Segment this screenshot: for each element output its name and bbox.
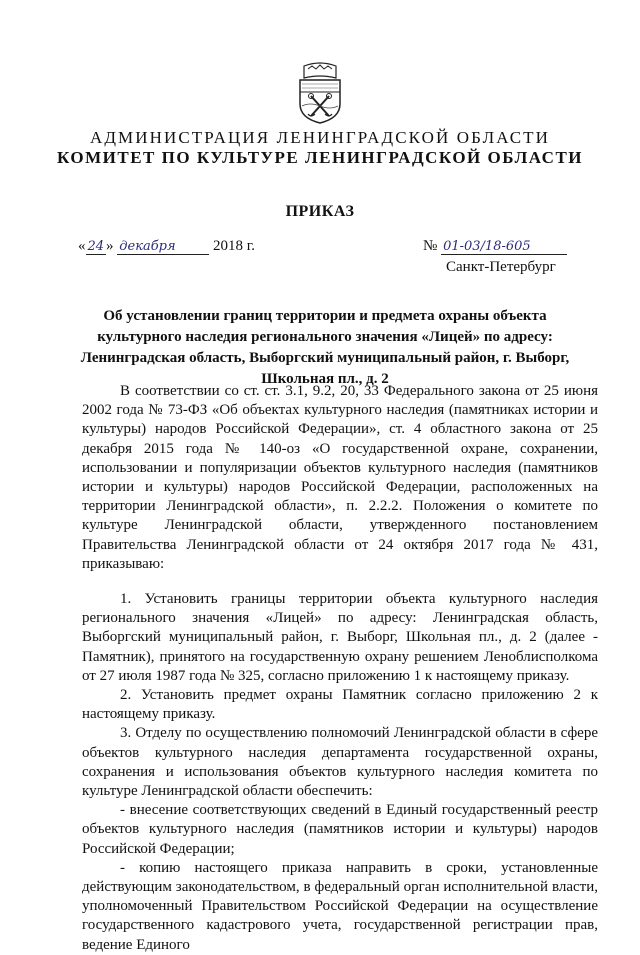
intro-paragraph: В соответствии со ст. ст. 3.1, 9.2, 20, 33 Федерального закона от 25 июня 2002 года № 73-ФЗ «Об объектах культурного наследия (памятниках истории и культуры) народов Российской Федерации», ст. 4 областного закона от 25 декабря 2015 года № 140-оз «О государственной охране, сохранении, использовании и популяризации объектов культурного наследия (памятников истории и культуры) народов Российской Федерации, расположенных на территории Ленинградской области», п. 2.2.2. Положения о комитете по культуре Ленинградской области, утвержденного постановлением Правительства Ленинградской области от 24 октября 2017 года № 431, приказываю: xyxy=(82,383,598,572)
number-value: 01-03/18-605 xyxy=(441,239,567,255)
item-2: 2. Установить предмет охраны Памятник согласно приложению 2 к настоящему приказу. xyxy=(82,687,598,723)
date-month: декабря xyxy=(117,239,209,255)
order-body xyxy=(82,382,598,955)
item-3a: - внесение соответствующих сведений в Единый государственный реестр объектов культурного наследия (памятников истории и культуры) народов Российской Федерации; xyxy=(82,802,598,857)
order-title: ПРИКАЗ xyxy=(285,203,355,220)
order-number xyxy=(423,238,567,255)
date-day: 24 xyxy=(87,239,105,254)
committee-title: КОМИТЕТ ПО КУЛЬТУРЕ ЛЕНИНГРАДСКОЙ ОБЛАСТИ xyxy=(56,148,584,167)
item-3b: - копию настоящего приказа направить в сроки, установленные действующим законодательством, в федеральный орган исполнительной власти, уполномоченный Правительством Российской Федерации на осуществление государственного кадастрового учета, государственной регистрации прав, ведение Единого xyxy=(82,859,598,953)
coat-of-arms-icon xyxy=(296,60,344,124)
number-label: № xyxy=(423,238,438,254)
order-date: « 24 » декабря 2018 г. xyxy=(78,238,256,254)
item-3: 3. Отделу по осуществлению полномочий Ленинградской области в сфере объектов культурного наследия департамента государственной охраны, сохранения и использования объектов культурного наследия комитета по культуре Ленинградской области обеспечить: xyxy=(82,725,598,800)
administration-title: АДМИНИСТРАЦИЯ ЛЕНИНГРАДСКОЙ ОБЛАСТИ xyxy=(89,128,551,147)
date-year: 2018 г. xyxy=(213,238,256,254)
order-city: Санкт-Петербург xyxy=(446,259,556,275)
order-subject: Об установлении границ территории и предмета охраны объекта культурного наследия регионального значения «Лицей» по адресу: Ленинградская область, Выборгский муниципальный район, г. Выборг, Школьная пл., д. 2 xyxy=(80,308,570,387)
item-1: 1. Установить границы территории объекта культурного наследия регионального значения «Лицей» по адресу: Ленинградская область, Выборгский муниципальный район, г. Выборг, Школьная пл., д. 2 (далее - Памятник), принятого на государственную охрану решением Леноблисполкома от 27 июля 1987 года № 325, согласно приложению 1 к настоящему приказу. xyxy=(82,591,598,684)
